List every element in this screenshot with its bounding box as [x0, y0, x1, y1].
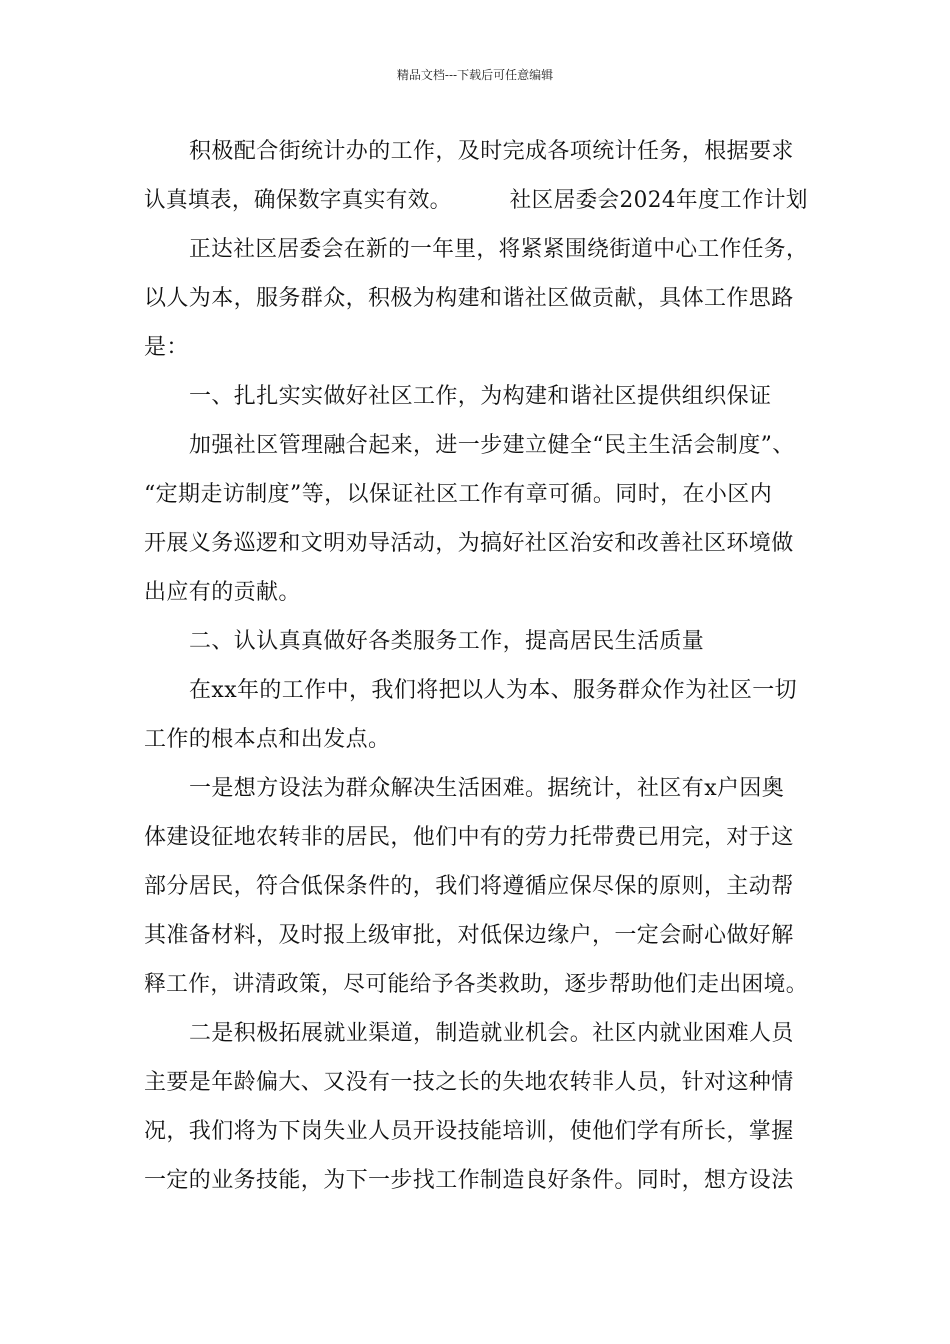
text-line: 以人为本，服务群众，积极为构建和谐社区做贡献，具体工作思路 — [144, 286, 794, 311]
text-line: 出应有的贡献。 — [144, 580, 301, 605]
text-line: 况，我们将为下岗失业人员开设技能培训，使他们学有所长，掌握 — [144, 1119, 794, 1144]
text-line: 开展义务巡逻和文明劝导活动，为搞好社区治安和改善社区环境做 — [144, 531, 794, 556]
text-line: “定期走访制度”等，以保证社区工作有章可循。同时，在小区内 — [144, 482, 773, 507]
text-line: 释工作，讲清政策，尽可能给予各类救助，逐步帮助他们走出困境。 — [144, 972, 808, 997]
text-line: 工作的根本点和出发点。 — [144, 727, 391, 752]
text-line: 积极配合街统计办的工作，及时完成各项统计任务，根据要求 — [189, 139, 794, 164]
text-line: 主要是年龄偏大、又没有一技之长的失地农转非人员，针对这种情 — [144, 1070, 794, 1095]
text-line: 正达社区居委会在新的一年里，将紧紧围绕街道中心工作任务， — [189, 237, 809, 262]
text-line: 是： — [144, 335, 189, 360]
text-line: 二是积极拓展就业渠道，制造就业机会。社区内就业困难人员 — [189, 1021, 794, 1046]
text-line: 其准备材料，及时报上级审批，对低保边缘户，一定会耐心做好解 — [144, 923, 794, 948]
document-body — [144, 130, 808, 1208]
text-line: 体建设征地农转非的居民，他们中有的劳力托带费已用完，对于这 — [144, 825, 794, 850]
text-line: 一定的业务技能，为下一步找工作制造良好条件。同时，想方设法 — [144, 1168, 794, 1193]
text-line: 一是想方设法为群众解决生活困难。据统计，社区有x户因奥 — [189, 776, 785, 801]
page-header: 精品文档---下载后可任意编辑 — [396, 68, 554, 82]
text-line: 加强社区管理融合起来，进一步建立健全“民主生活会制度”、 — [189, 433, 795, 458]
text-line: 认真填表，确保数字真实有效。 社区居委会2024年度工作计划 — [144, 188, 808, 213]
text-line: 二、认认真真做好各类服务工作，提高居民生活质量 — [189, 629, 705, 654]
text-line: 一、扎扎实实做好社区工作，为构建和谐社区提供组织保证 — [189, 384, 772, 409]
text-line: 在xx年的工作中，我们将把以人为本、服务群众作为社区一切 — [189, 678, 798, 703]
text-line: 部分居民，符合低保条件的，我们将遵循应保尽保的原则，主动帮 — [144, 874, 794, 899]
